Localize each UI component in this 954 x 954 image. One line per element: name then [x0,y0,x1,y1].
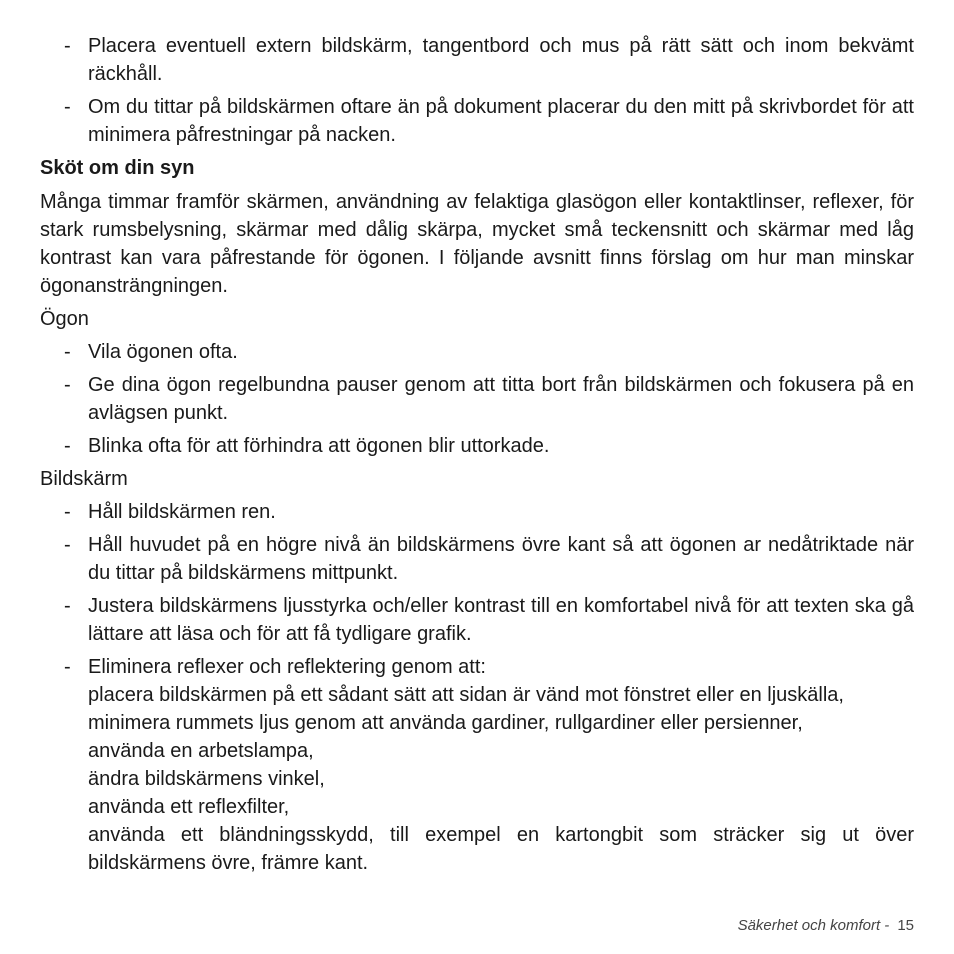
bullet-dash: - [64,595,71,617]
bullet-dash: - [64,501,71,523]
glare-line: använda ett reflexfilter, [88,796,290,818]
list-item-text: Om du tittar på bildskärmen oftare än på dokument placerar du den mitt på skrivbordet för att minimera påfrestningar på nacken. [88,96,914,146]
bullet-dash: - [64,534,71,556]
subheading-display: Bildskärm [40,468,128,490]
bullet-dash: - [64,35,71,57]
bullet-dash: - [64,374,71,396]
page-footer [738,917,914,934]
page-number: 15 [897,917,914,934]
bullet-dash: - [64,656,71,678]
list-item [40,338,914,366]
list-item-text: Justera bildskärmens ljusstyrka och/eller kontrast till en komfortabel nivå för att texten ska gå lättare att läsa och för att få tydligare grafik. [88,595,914,645]
glare-line: ändra bildskärmens vinkel, [88,768,325,790]
list-item-text: Vila ögonen ofta. [88,341,238,363]
list-item [40,592,914,648]
subheading-eyes: Ögon [40,308,89,330]
list-item-glare [40,653,914,877]
list-item [40,432,914,460]
list-item [40,371,914,427]
list-item-text: Blinka ofta för att förhindra att ögonen blir uttorkade. [88,435,550,457]
list-item [40,498,914,526]
bullet-dash: - [64,341,71,363]
glare-line: placera bildskärmen på ett sådant sätt att sidan är vänd mot fönstret eller en ljuskälla, [88,684,844,706]
list-item [40,531,914,587]
list-item-text: Placera eventuell extern bildskärm, tangentbord och mus på rätt sätt och inom bekvämt räckhåll. [88,35,914,85]
intro-paragraph: Många timmar framför skärmen, användning av felaktiga glasögon eller kontaktlinser, reflexer, för stark rumsbelysning, skärmar med dålig skärpa, mycket små teckensnitt och skärmar med låg kontrast kan vara påfrestande för ögonen. I följande avsnitt finns förslag om hur man minskar ögonansträngningen. [40,191,914,297]
footer-section-title: Säkerhet och komfort - [737,917,890,934]
list-item [40,32,914,88]
document-page [40,32,914,882]
glare-line: minimera rummets ljus genom att använda gardiner, rullgardiner eller persienner, [88,712,803,734]
list-item-text: Håll huvudet på en högre nivå än bildskärmens övre kant så att ögonen ar nedåtriktade när du tittar på bildskärmens mittpunkt. [88,534,914,584]
section-heading: Sköt om din syn [40,157,195,179]
bullet-dash: - [64,435,71,457]
glare-line: använda en arbetslampa, [88,740,314,762]
list-item-text: Håll bildskärmen ren. [88,501,276,523]
list-item-text: Ge dina ögon regelbundna pauser genom att titta bort från bildskärmen och fokusera på en avlägsen punkt. [88,374,914,424]
glare-intro: Eliminera reflexer och reflektering genom att: [88,656,486,678]
list-item [40,93,914,149]
glare-line: använda ett bländningsskydd, till exempel en kartongbit som sträcker sig ut över bildskärmens övre, främre kant. [88,824,914,874]
bullet-dash: - [64,96,71,118]
